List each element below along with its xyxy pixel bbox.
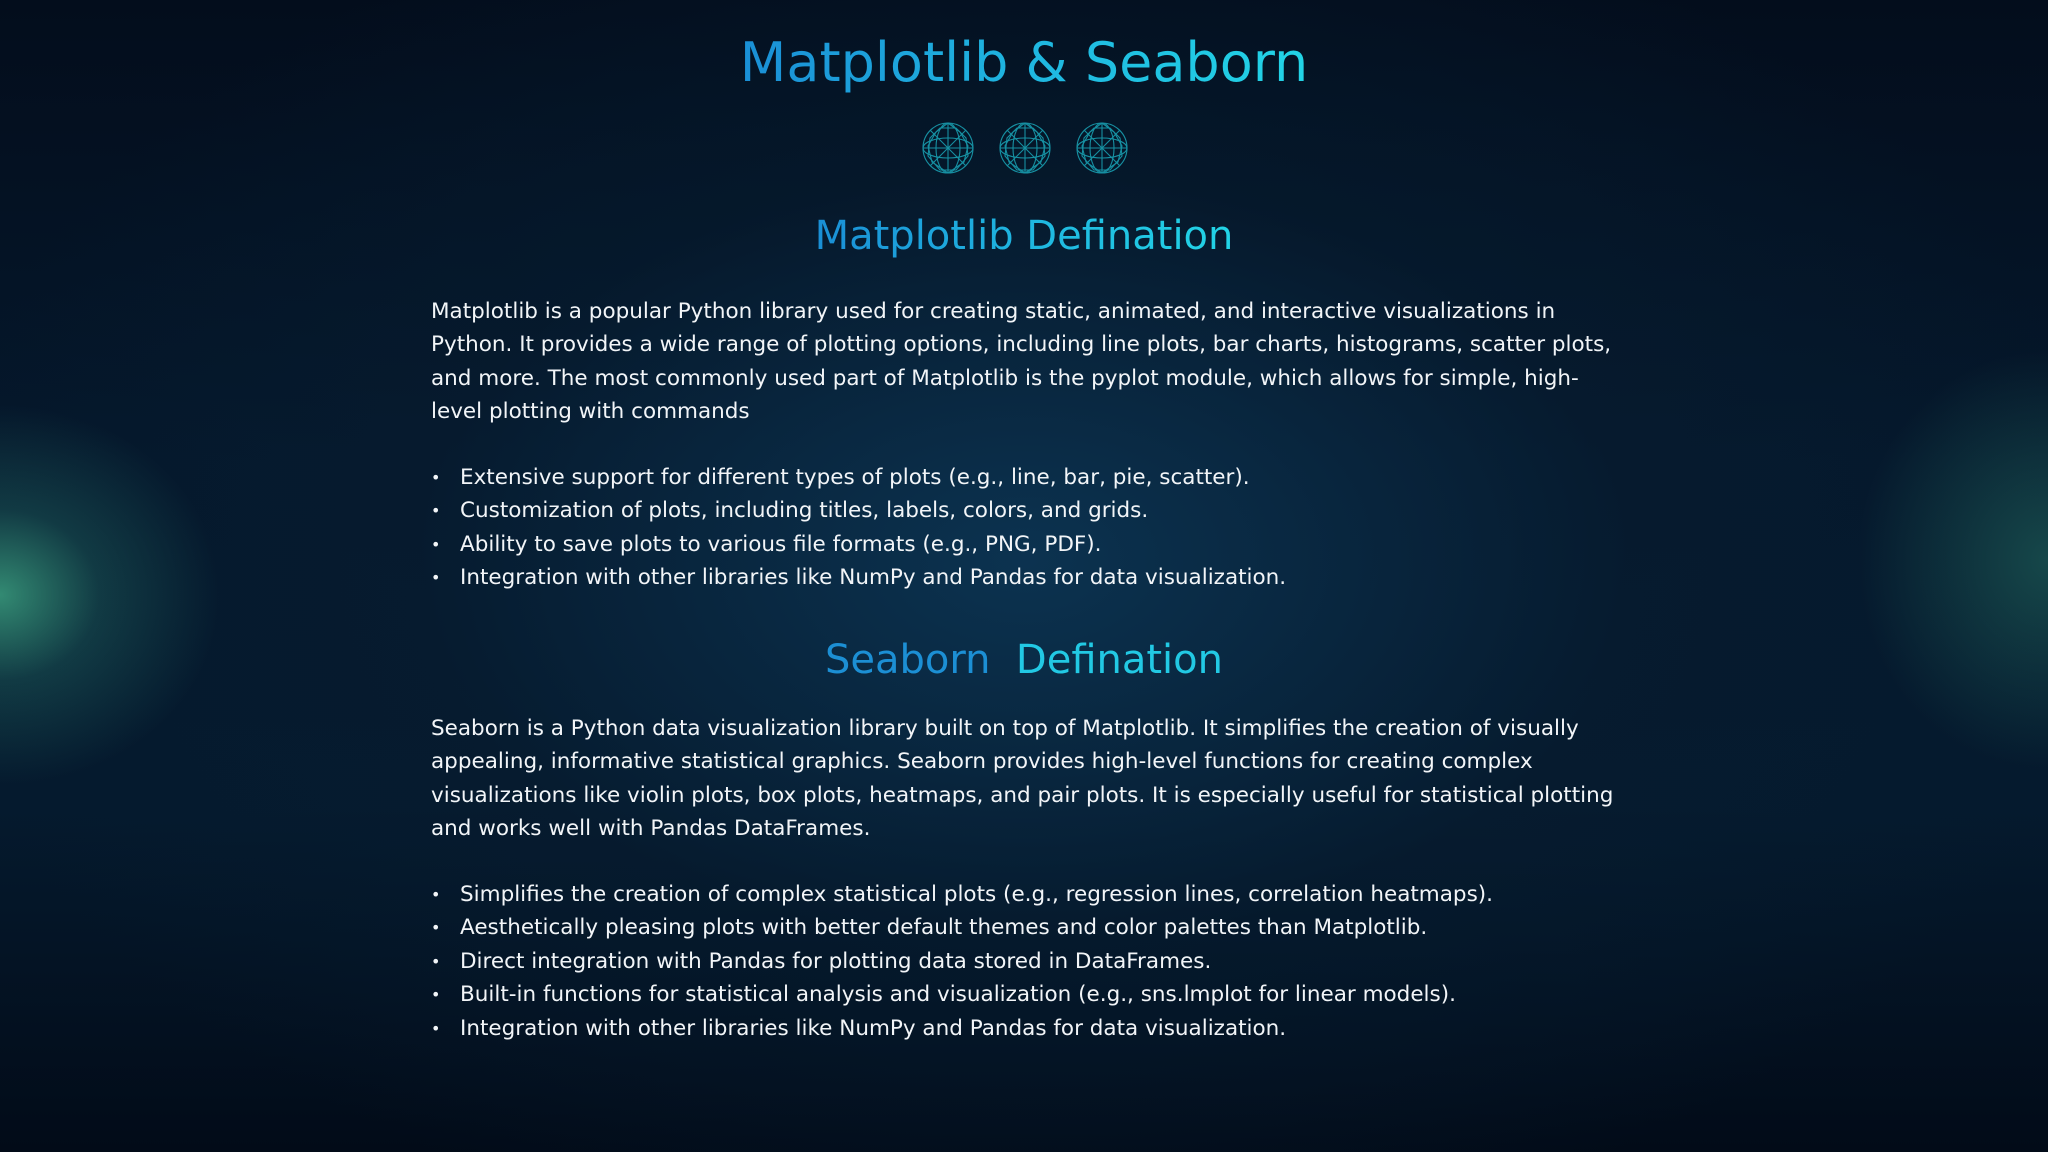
- bullet-icon: •: [431, 951, 441, 971]
- bullet-icon: •: [431, 534, 441, 554]
- globe-icon: [920, 120, 976, 176]
- globe-icon: [1074, 120, 1130, 176]
- seaborn-heading: [0, 634, 2048, 686]
- list-item-text: Integration with other libraries like NumPy and Pandas for data visualization.: [460, 565, 1287, 591]
- matplotlib-bullet-list: [431, 461, 1621, 595]
- list-item: [431, 878, 1621, 911]
- list-item-text: Simplifies the creation of complex statistical plots (e.g., regression lines, correlation heatmaps).: [460, 882, 1493, 907]
- bullet-icon: •: [431, 885, 441, 904]
- list-item: [431, 561, 1621, 594]
- globe-icon: [997, 120, 1053, 176]
- list-item: [431, 461, 1621, 494]
- list-item-text: Built-in functions for statistical analysis and visualization (e.g., sns.lmplot for linear models).: [460, 982, 1456, 1008]
- list-item-text: Customization of plots, including titles, labels, colors, and grids.: [460, 498, 1149, 524]
- seaborn-paragraph: Seaborn is a Python data visualization library built on top of Matplotlib. It simplifies the creation of visually appealing, informative statistical graphics. Seaborn provides high-level functions for creating complex visualizations like violin plots, box plots, heatmaps, and pair plots. It is especially useful for statistical plotting and works well with Pandas DataFrames.: [431, 716, 1614, 842]
- list-item: [431, 911, 1621, 944]
- list-item-text: Integration with other libraries like NumPy and Pandas for data visualization.: [460, 1015, 1287, 1041]
- list-item-text: Ability to save plots to various file formats (e.g., PNG, PDF).: [460, 531, 1102, 557]
- seaborn-bullet-list: [431, 878, 1621, 1045]
- bullet-icon: •: [431, 468, 441, 487]
- list-item-text: Extensive support for different types of plots (e.g., line, bar, pie, scatter).: [460, 465, 1250, 490]
- seaborn-heading-word1: Seaborn: [825, 637, 991, 683]
- list-item: [431, 978, 1621, 1011]
- bullet-icon: •: [431, 918, 441, 938]
- list-item: [431, 494, 1621, 527]
- list-item-text: Aesthetically pleasing plots with better default themes and color palettes than Matplotlib.: [460, 915, 1428, 941]
- bullet-icon: •: [431, 501, 441, 521]
- matplotlib-heading: [0, 210, 2048, 262]
- list-item-text: Direct integration with Pandas for plotting data stored in DataFrames.: [460, 948, 1212, 974]
- list-item: [431, 1012, 1621, 1045]
- matplotlib-heading-text: Matplotlib Defination: [814, 213, 1234, 259]
- seaborn-heading-word2: Defination: [1015, 637, 1223, 683]
- slide-title-text: Matplotlib & Seaborn: [739, 31, 1309, 94]
- list-item: [431, 528, 1621, 561]
- matplotlib-paragraph: Matplotlib is a popular Python library used for creating static, animated, and interactive visualizations in Python. It provides a wide range of plotting options, including line plots, bar charts, histograms, scatter plots, and more. The most commonly used part of Matplotlib is the pyplot module, which allows for simple, high-level plotting with commands: [431, 299, 1612, 425]
- globe-decoration: [920, 120, 1130, 180]
- list-item: [431, 945, 1621, 978]
- bullet-icon: •: [431, 1018, 441, 1038]
- slide-title: [0, 28, 2048, 98]
- bullet-icon: •: [431, 568, 441, 588]
- bullet-icon: •: [431, 985, 441, 1005]
